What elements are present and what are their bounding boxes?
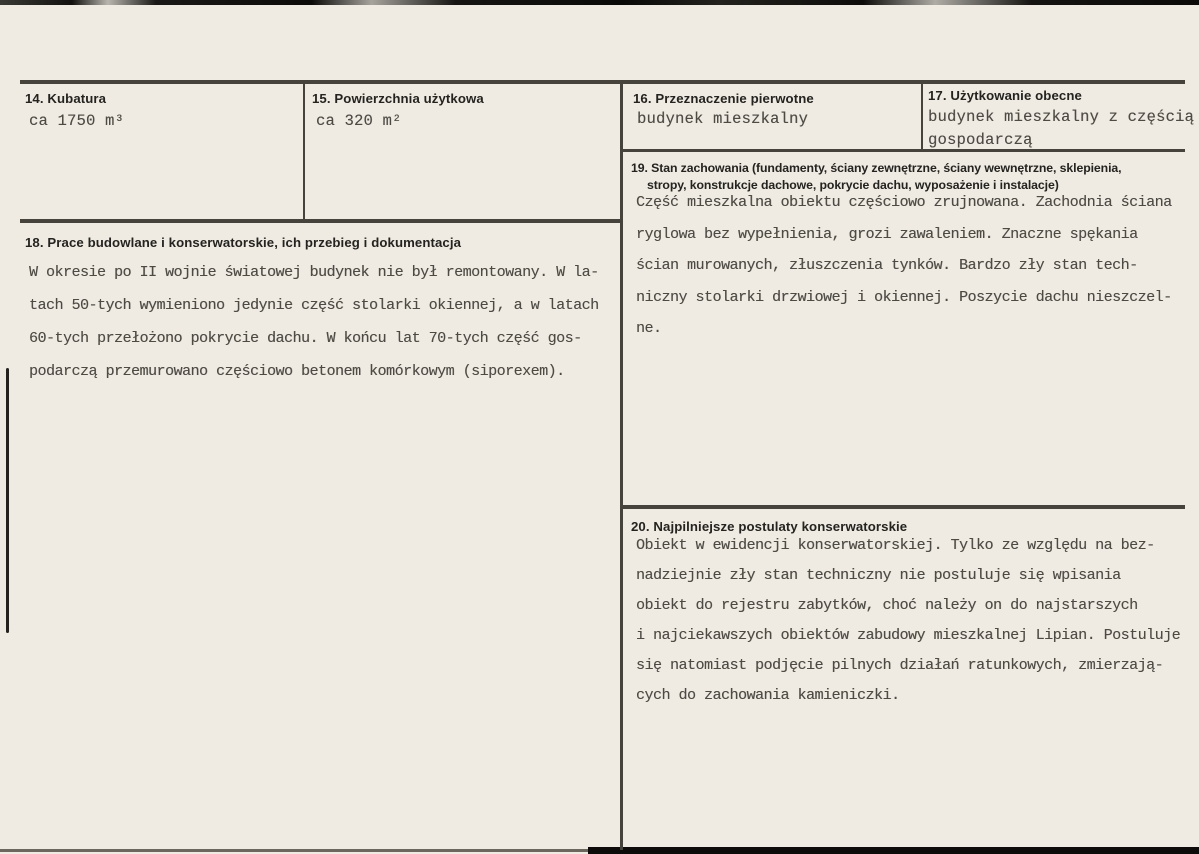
field-17-label: 17. Użytkowanie obecne [928, 88, 1082, 103]
field-15-label: 15. Powierzchnia użytkowa [312, 91, 484, 106]
field-20-label: 20. Najpilniejsze postulaty konserwatorskie [631, 519, 908, 534]
field-18-text: W okresie po II wojnie światowej budynek nie był remontowany. W la- tach 50-tych wymieniono jedynie część stolarki okiennej, a w latach 60-tych przełożono pokrycie dachu. W końcu lat 70-tych część gos- podarczą przemurowano częściowo betonem komórkowym (siporexem). [29, 264, 599, 380]
field-20-text: Obiekt w ewidencji konserwatorskiej. Tylko ze względu na bez- nadziejnie zły stan techniczny nie postuluje się wpisania obiekt do rejestru zabytków, choć należy on do najstarszych i najciekawszych obiektów zabudowy mieszkalnej Lipian. Postuluje się natomiast podjęcie pilnych działań ratunkowych, zmierzają- cych do zachowania kamieniczki. [636, 537, 1181, 704]
scan-edge-left [6, 368, 9, 633]
field-14-15-divider [303, 84, 305, 219]
field-14-label: 14. Kubatura [25, 91, 107, 106]
field-14-value: ca 1750 m³ [29, 112, 125, 130]
form-border-top [20, 80, 1185, 84]
field-16-17-divider [921, 84, 923, 149]
scan-edge-bottom [0, 849, 625, 852]
column-divider [620, 80, 623, 850]
field-17-value: budynek mieszkalny z częścią gospodarczą [928, 108, 1195, 149]
field-19-20-divider [623, 505, 1185, 509]
field-16-label: 16. Przeznaczenie pierwotne [633, 91, 814, 106]
field-18-label: 18. Prace budowlane i konserwatorskie, ich przebieg i dokumentacja [25, 235, 462, 250]
field-14-15-bottom-border [20, 219, 620, 223]
field-19-label: 19. Stan zachowania (fundamenty, ściany zewnętrzne, ściany wewnętrzne, sklepienia, stropy, konstrukcje dachowe, pokrycie dachu, wyposażenie i instalacje) [631, 161, 1122, 192]
scan-edge-top [0, 0, 1199, 5]
scan-edge-bottom-right [588, 847, 1199, 854]
field-19-text: Część mieszkalna obiektu częściowo zrujnowana. Zachodnia ściana ryglowa bez wypełnienia, grozi zawaleniem. Znaczne spękania ścian murowanych, złuszczenia tynków. Bardzo zły stan tech- niczny stolarki drzwiowej i okiennej. Poszycie dachu nieszczel- ne. [636, 194, 1172, 337]
field-16-value: budynek mieszkalny [637, 110, 809, 128]
field-15-value: ca 320 m² [316, 112, 402, 130]
